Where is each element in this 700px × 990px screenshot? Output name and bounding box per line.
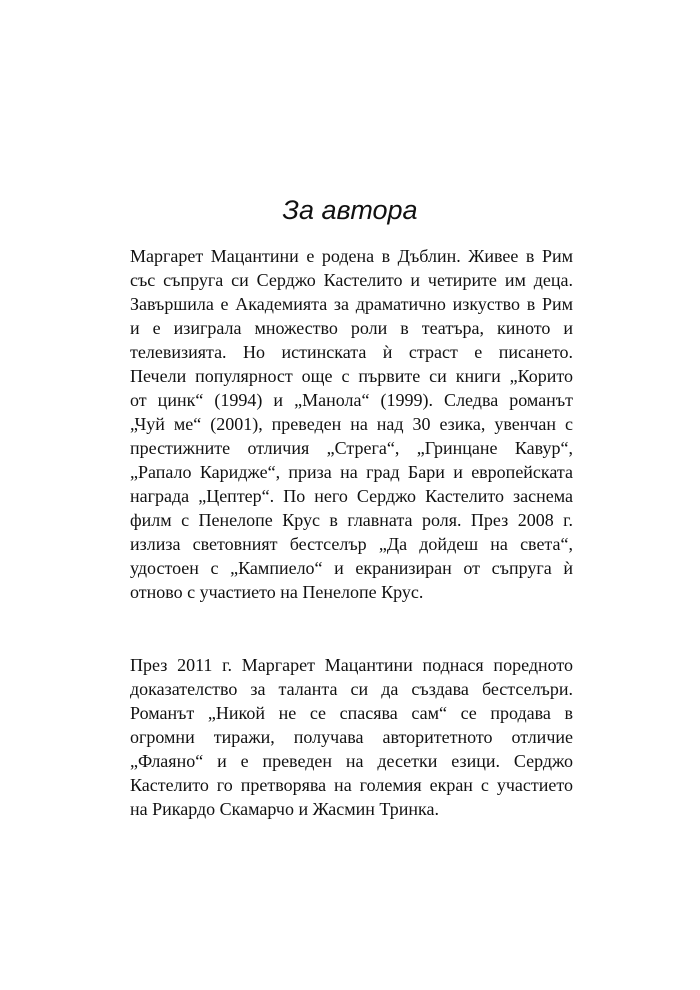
text-line: През 2011 г. Маргарет Мацантини поднася поредното bbox=[130, 655, 573, 675]
text-line: „Флаяно“ и е преведен на десетки езици. Серджо bbox=[130, 751, 573, 771]
text-line: Печели популярност още с първите си книги „Корито bbox=[130, 366, 573, 386]
text-line: филм с Пенелопе Крус в главната роля. През 2008 г. bbox=[130, 510, 573, 530]
text-line: телевизията. Но истинската ѝ страст е писането. bbox=[130, 342, 573, 362]
paragraph-1 bbox=[130, 244, 573, 604]
text-line: удостоен с „Кампиело“ и екранизиран от съпруга ѝ bbox=[130, 558, 573, 578]
text-line: доказателство за таланта си да създава бестселъри. bbox=[130, 679, 573, 699]
text-line: огромни тиражи, получава авторитетното отличие bbox=[130, 727, 573, 747]
text-line: от цинк“ (1994) и „Манола“ (1999). Следва романът bbox=[130, 390, 573, 410]
text-line: награда „Цептер“. По него Серджо Кастелито заснема bbox=[130, 486, 573, 506]
text-line: престижните отличия „Стрега“, „Гринцане Кавур“, bbox=[130, 438, 573, 458]
text-line: Маргарет Мацантини е родена в Дъблин. Живее в Рим bbox=[130, 246, 573, 266]
text-line: „Чуй ме“ (2001), преведен на над 30 езика, увенчан с bbox=[130, 414, 573, 434]
text-line: със съпруга си Серджо Кастелито и четирите им деца. bbox=[130, 270, 573, 290]
text-line: излиза световният бестселър „Да дойдеш на света“, bbox=[130, 534, 573, 554]
text-line: Романът „Никой не се спасява сам“ се продава в bbox=[130, 703, 573, 723]
text-line: Кастелито го претворява на големия екран с участието bbox=[130, 775, 573, 795]
text-line: Завършила е Академията за драматично изкуство в Рим bbox=[130, 294, 573, 314]
text-line: и е изиграла множество роли в театъра, киното и bbox=[130, 318, 573, 338]
page-title: За автора bbox=[282, 195, 418, 225]
paragraph-2 bbox=[130, 653, 573, 821]
text-line: на Рикардо Скамарчо и Жасмин Тринка. bbox=[130, 799, 439, 819]
text-line: отново с участието на Пенелопе Крус. bbox=[130, 582, 424, 602]
text-line: „Рапало Каридже“, приза на град Бари и европейската bbox=[130, 462, 573, 482]
